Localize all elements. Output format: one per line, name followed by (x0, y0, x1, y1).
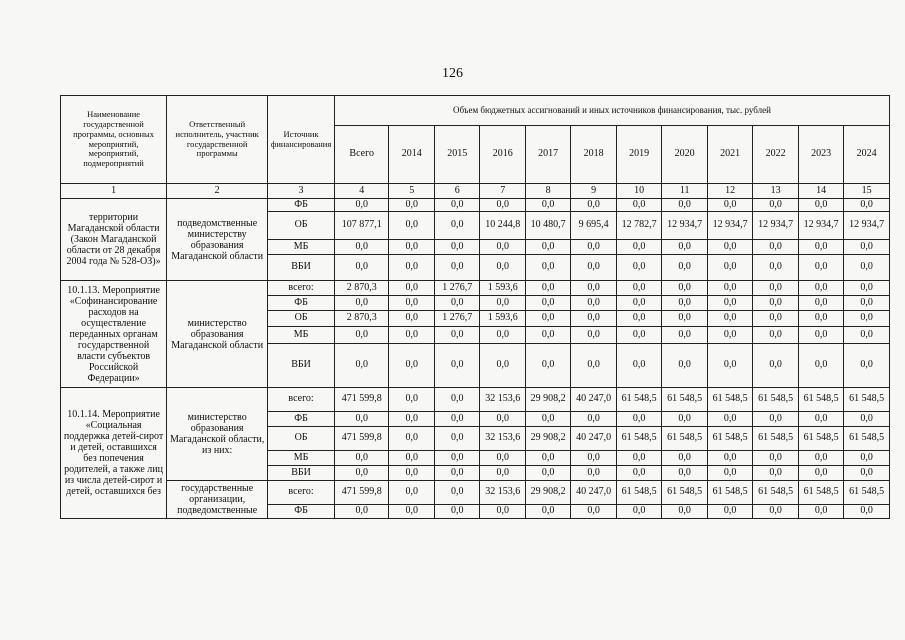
funding-source: ОБ (268, 212, 335, 240)
year-value: 0,0 (389, 466, 434, 481)
year-value: 0,0 (480, 505, 525, 519)
year-value: 0,0 (798, 505, 843, 519)
year-value: 0,0 (571, 255, 616, 281)
year-value: 0,0 (480, 240, 525, 255)
year-value: 1 593,6 (480, 311, 525, 327)
year-value: 0,0 (434, 199, 479, 212)
column-number: 3 (268, 184, 335, 199)
year-value: 0,0 (844, 199, 890, 212)
year-value: 0,0 (525, 344, 570, 388)
year-value: 0,0 (844, 311, 890, 327)
year-value: 1 593,6 (480, 281, 525, 296)
year-value: 0,0 (434, 344, 479, 388)
header-year: 2016 (480, 126, 525, 184)
year-value: 0,0 (571, 296, 616, 311)
total-value: 2 870,3 (334, 281, 389, 296)
total-value: 0,0 (334, 199, 389, 212)
year-value: 0,0 (662, 296, 707, 311)
year-value: 32 153,6 (480, 388, 525, 412)
year-value: 29 908,2 (525, 481, 570, 505)
year-value: 0,0 (389, 344, 434, 388)
year-value: 61 548,5 (798, 427, 843, 451)
year-value: 0,0 (753, 466, 798, 481)
column-number: 14 (798, 184, 843, 199)
total-value: 0,0 (334, 344, 389, 388)
total-value: 0,0 (334, 466, 389, 481)
year-value: 61 548,5 (844, 427, 890, 451)
year-value: 0,0 (707, 412, 752, 427)
year-value: 0,0 (616, 296, 661, 311)
year-value: 0,0 (616, 240, 661, 255)
year-value: 32 153,6 (480, 481, 525, 505)
header-source: Источник финансирования (268, 96, 335, 184)
year-value: 29 908,2 (525, 427, 570, 451)
year-value: 0,0 (480, 344, 525, 388)
column-number: 1 (61, 184, 167, 199)
funding-source: ОБ (268, 427, 335, 451)
year-value: 0,0 (389, 281, 434, 296)
year-value: 0,0 (571, 505, 616, 519)
year-value: 40 247,0 (571, 427, 616, 451)
column-number: 7 (480, 184, 525, 199)
column-number: 11 (662, 184, 707, 199)
year-value: 1 276,7 (434, 311, 479, 327)
year-value: 0,0 (616, 466, 661, 481)
year-value: 0,0 (844, 296, 890, 311)
year-value: 0,0 (707, 296, 752, 311)
funding-source: всего: (268, 388, 335, 412)
year-value: 0,0 (389, 311, 434, 327)
year-value: 0,0 (571, 327, 616, 344)
year-value: 9 695,4 (571, 212, 616, 240)
year-value: 0,0 (434, 212, 479, 240)
year-value: 0,0 (798, 327, 843, 344)
year-value: 0,0 (844, 466, 890, 481)
measure-name: территории Магаданской области (Закон Магаданской области от 28 декабря 2004 года № 528-ОЗ)» (61, 199, 167, 281)
year-value: 0,0 (616, 344, 661, 388)
measure-name: 10.1.14. Мероприятие «Социальная поддержка детей-сирот и детей, оставшихся без попечения родителей, а также лиц из числа детей-сирот и детей, оставшихся без (61, 388, 167, 519)
total-value: 107 877,1 (334, 212, 389, 240)
year-value: 0,0 (389, 388, 434, 412)
year-value: 0,0 (707, 451, 752, 466)
year-value: 0,0 (525, 281, 570, 296)
year-value: 0,0 (662, 412, 707, 427)
funding-source: всего: (268, 481, 335, 505)
year-value: 0,0 (389, 199, 434, 212)
year-value: 0,0 (798, 412, 843, 427)
year-value: 10 480,7 (525, 212, 570, 240)
column-number: 13 (753, 184, 798, 199)
year-value: 0,0 (707, 255, 752, 281)
year-value: 0,0 (662, 451, 707, 466)
year-value: 0,0 (434, 327, 479, 344)
year-value: 0,0 (753, 412, 798, 427)
year-value: 0,0 (389, 427, 434, 451)
year-value: 12 934,7 (753, 212, 798, 240)
year-value: 0,0 (798, 311, 843, 327)
year-value: 0,0 (707, 466, 752, 481)
total-value: 0,0 (334, 255, 389, 281)
year-value: 0,0 (662, 466, 707, 481)
year-value: 0,0 (525, 466, 570, 481)
executor-name: министерство образования Магаданской области, из них: (167, 388, 268, 481)
funding-source: ВБИ (268, 466, 335, 481)
year-value: 61 548,5 (707, 481, 752, 505)
year-value: 12 782,7 (616, 212, 661, 240)
header-volume: Объем бюджетных ассигнований и иных источников финансирования, тыс. рублей (334, 96, 889, 126)
header-year: 2014 (389, 126, 434, 184)
year-value: 0,0 (798, 281, 843, 296)
funding-source: ВБИ (268, 344, 335, 388)
year-value: 32 153,6 (480, 427, 525, 451)
header-year: 2024 (844, 126, 890, 184)
year-value: 0,0 (844, 451, 890, 466)
year-value: 0,0 (753, 311, 798, 327)
year-value: 0,0 (434, 412, 479, 427)
year-value: 0,0 (844, 505, 890, 519)
year-value: 0,0 (707, 327, 752, 344)
year-value: 0,0 (844, 344, 890, 388)
measure-name: 10.1.13. Мероприятие «Софинансирование расходов на осуществление переданных органам государственной власти субъектов Российской Федерации» (61, 281, 167, 388)
year-value: 61 548,5 (616, 388, 661, 412)
year-value: 12 934,7 (844, 212, 890, 240)
header-total: Всего (334, 126, 389, 184)
funding-source: ОБ (268, 311, 335, 327)
year-value: 0,0 (525, 327, 570, 344)
year-value: 0,0 (707, 344, 752, 388)
header-year: 2023 (798, 126, 843, 184)
year-value: 0,0 (662, 505, 707, 519)
year-value: 0,0 (753, 255, 798, 281)
year-value: 61 548,5 (844, 481, 890, 505)
year-value: 12 934,7 (707, 212, 752, 240)
year-value: 61 548,5 (798, 388, 843, 412)
year-value: 0,0 (480, 412, 525, 427)
year-value: 0,0 (798, 240, 843, 255)
header-year: 2019 (616, 126, 661, 184)
year-value: 0,0 (571, 240, 616, 255)
year-value: 0,0 (662, 240, 707, 255)
column-number: 6 (434, 184, 479, 199)
year-value: 0,0 (480, 255, 525, 281)
year-value: 0,0 (389, 240, 434, 255)
year-value: 12 934,7 (798, 212, 843, 240)
year-value: 0,0 (480, 296, 525, 311)
year-value: 0,0 (571, 451, 616, 466)
year-value: 0,0 (571, 281, 616, 296)
year-value: 0,0 (753, 240, 798, 255)
year-value: 0,0 (571, 466, 616, 481)
column-number: 9 (571, 184, 616, 199)
funding-source: МБ (268, 451, 335, 466)
column-number: 8 (525, 184, 570, 199)
executor-name: государственные организации, подведомственные (167, 481, 268, 519)
header-year: 2015 (434, 126, 479, 184)
total-value: 471 599,8 (334, 481, 389, 505)
total-value: 471 599,8 (334, 427, 389, 451)
year-value: 0,0 (480, 327, 525, 344)
year-value: 61 548,5 (707, 427, 752, 451)
year-value: 0,0 (753, 281, 798, 296)
year-value: 0,0 (616, 505, 661, 519)
year-value: 0,0 (434, 296, 479, 311)
year-value: 0,0 (798, 466, 843, 481)
funding-source: ФБ (268, 412, 335, 427)
executor-name: подведомственные министерству образования Магаданской области (167, 199, 268, 281)
year-value: 0,0 (434, 255, 479, 281)
year-value: 0,0 (753, 451, 798, 466)
page-number: 126 (442, 66, 463, 81)
year-value: 0,0 (798, 255, 843, 281)
year-value: 0,0 (434, 451, 479, 466)
year-value: 0,0 (707, 199, 752, 212)
funding-source: ФБ (268, 296, 335, 311)
year-value: 61 548,5 (662, 427, 707, 451)
year-value: 0,0 (616, 327, 661, 344)
year-value: 0,0 (707, 505, 752, 519)
funding-source: ФБ (268, 505, 335, 519)
funding-source: МБ (268, 327, 335, 344)
year-value: 0,0 (662, 311, 707, 327)
total-value: 471 599,8 (334, 388, 389, 412)
year-value: 0,0 (525, 505, 570, 519)
year-value: 0,0 (616, 412, 661, 427)
funding-source: всего: (268, 281, 335, 296)
header-year: 2017 (525, 126, 570, 184)
year-value: 12 934,7 (662, 212, 707, 240)
column-number-row (61, 184, 890, 199)
year-value: 40 247,0 (571, 388, 616, 412)
total-value: 0,0 (334, 240, 389, 255)
year-value: 0,0 (844, 412, 890, 427)
year-value: 0,0 (844, 327, 890, 344)
year-value: 0,0 (480, 451, 525, 466)
year-value: 0,0 (434, 427, 479, 451)
year-value: 0,0 (798, 451, 843, 466)
year-value: 0,0 (844, 240, 890, 255)
total-value: 2 870,3 (334, 311, 389, 327)
year-value: 0,0 (616, 199, 661, 212)
column-number: 4 (334, 184, 389, 199)
year-value: 0,0 (389, 451, 434, 466)
year-value: 61 548,5 (753, 481, 798, 505)
funding-source: ФБ (268, 199, 335, 212)
table-row (61, 199, 890, 212)
year-value: 0,0 (525, 311, 570, 327)
table-row (61, 388, 890, 412)
year-value: 0,0 (662, 255, 707, 281)
year-value: 0,0 (753, 344, 798, 388)
year-value: 0,0 (525, 296, 570, 311)
year-value: 0,0 (571, 199, 616, 212)
column-number: 12 (707, 184, 752, 199)
year-value: 0,0 (525, 255, 570, 281)
header-name: Наименование государственной программы, основных мероприятий, мероприятий, подмероприятий (61, 96, 167, 184)
year-value: 0,0 (571, 344, 616, 388)
year-value: 0,0 (389, 412, 434, 427)
budget-table (60, 95, 890, 519)
year-value: 0,0 (525, 240, 570, 255)
column-number: 2 (167, 184, 268, 199)
year-value: 0,0 (753, 327, 798, 344)
year-value: 0,0 (571, 311, 616, 327)
column-number: 5 (389, 184, 434, 199)
funding-source: МБ (268, 240, 335, 255)
year-value: 0,0 (707, 281, 752, 296)
year-value: 0,0 (616, 311, 661, 327)
year-value: 0,0 (480, 466, 525, 481)
table-row (61, 481, 890, 505)
header-year: 2022 (753, 126, 798, 184)
year-value: 0,0 (525, 199, 570, 212)
year-value: 0,0 (616, 255, 661, 281)
year-value: 61 548,5 (616, 427, 661, 451)
total-value: 0,0 (334, 505, 389, 519)
year-value: 61 548,5 (662, 481, 707, 505)
year-value: 40 247,0 (571, 481, 616, 505)
year-value: 0,0 (434, 466, 479, 481)
year-value: 0,0 (844, 255, 890, 281)
year-value: 61 548,5 (844, 388, 890, 412)
total-value: 0,0 (334, 327, 389, 344)
year-value: 0,0 (389, 481, 434, 505)
year-value: 0,0 (707, 311, 752, 327)
year-value: 61 548,5 (707, 388, 752, 412)
year-value: 0,0 (753, 505, 798, 519)
year-value: 61 548,5 (753, 427, 798, 451)
column-number: 10 (616, 184, 661, 199)
year-value: 0,0 (798, 199, 843, 212)
table-row (61, 281, 890, 296)
year-value: 0,0 (753, 199, 798, 212)
year-value: 0,0 (707, 240, 752, 255)
year-value: 0,0 (662, 281, 707, 296)
year-value: 0,0 (434, 505, 479, 519)
year-value: 0,0 (662, 344, 707, 388)
year-value: 61 548,5 (662, 388, 707, 412)
year-value: 0,0 (525, 412, 570, 427)
total-value: 0,0 (334, 412, 389, 427)
year-value: 0,0 (616, 451, 661, 466)
year-value: 0,0 (389, 212, 434, 240)
year-value: 0,0 (571, 412, 616, 427)
year-value: 0,0 (434, 481, 479, 505)
year-value: 0,0 (389, 327, 434, 344)
column-number: 15 (844, 184, 890, 199)
year-value: 29 908,2 (525, 388, 570, 412)
year-value: 0,0 (616, 281, 661, 296)
header-year: 2021 (707, 126, 752, 184)
executor-name: министерство образования Магаданской области (167, 281, 268, 388)
year-value: 0,0 (662, 327, 707, 344)
total-value: 0,0 (334, 451, 389, 466)
year-value: 10 244,8 (480, 212, 525, 240)
header-year: 2020 (662, 126, 707, 184)
year-value: 0,0 (389, 505, 434, 519)
year-value: 61 548,5 (798, 481, 843, 505)
year-value: 0,0 (662, 199, 707, 212)
funding-source: ВБИ (268, 255, 335, 281)
year-value: 1 276,7 (434, 281, 479, 296)
year-value: 0,0 (434, 240, 479, 255)
year-value: 61 548,5 (753, 388, 798, 412)
year-value: 0,0 (798, 344, 843, 388)
year-value: 0,0 (389, 296, 434, 311)
year-value: 0,0 (525, 451, 570, 466)
header-year: 2018 (571, 126, 616, 184)
year-value: 0,0 (844, 281, 890, 296)
year-value: 0,0 (480, 199, 525, 212)
total-value: 0,0 (334, 296, 389, 311)
year-value: 0,0 (753, 296, 798, 311)
year-value: 0,0 (434, 388, 479, 412)
year-value: 61 548,5 (616, 481, 661, 505)
year-value: 0,0 (798, 296, 843, 311)
year-value: 0,0 (389, 255, 434, 281)
header-executor: Ответственный исполнитель, участник государственной программы (167, 96, 268, 184)
